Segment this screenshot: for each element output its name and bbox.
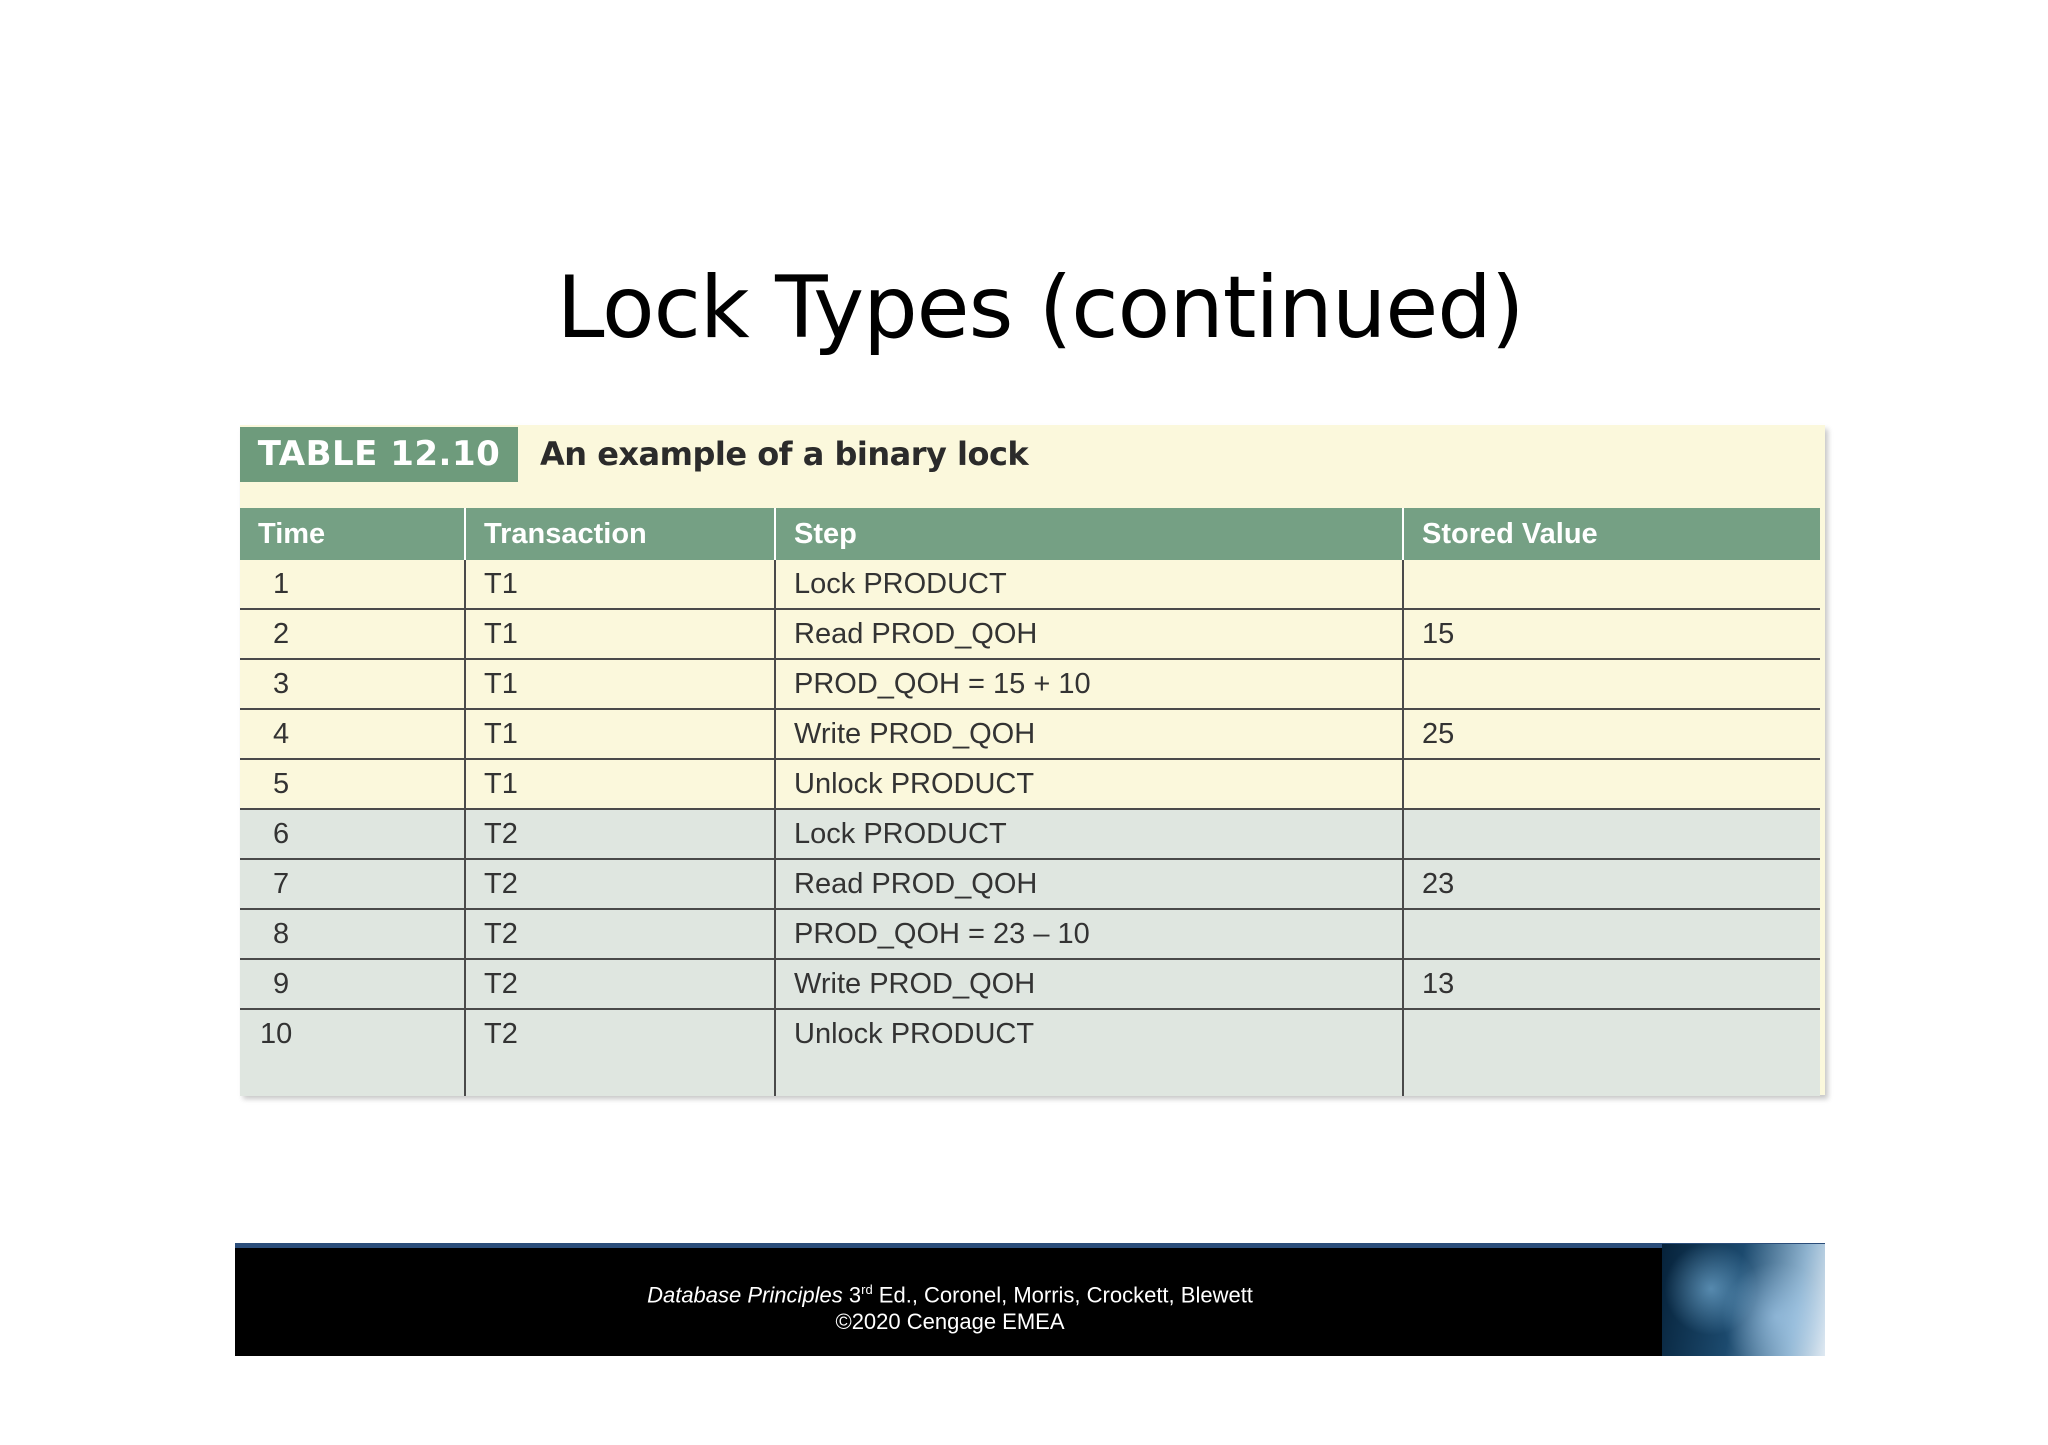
stored-value-cell: [1403, 560, 1820, 609]
table-row: [240, 709, 1820, 759]
footer-bar: [235, 1243, 1825, 1356]
footer-authors: Ed., Coronel, Morris, Crockett, Blewett: [872, 1282, 1253, 1308]
stored-value-cell: 13: [1403, 959, 1820, 1009]
footer-citation: [235, 1276, 1665, 1335]
step-cell: Lock PRODUCT: [775, 809, 1403, 859]
table-header-row: [240, 508, 1820, 560]
step-cell: Read PROD_QOH: [775, 609, 1403, 659]
table-caption: An example of a binary lock: [540, 435, 1029, 473]
time-cell: 8: [240, 909, 465, 959]
footer-copyright: ©2020 Cengage EMEA: [835, 1309, 1065, 1335]
time-cell: 5: [240, 759, 465, 809]
header-stored-value: Stored Value: [1403, 508, 1820, 560]
stored-value-cell: [1403, 1009, 1820, 1096]
table-row: [240, 659, 1820, 709]
time-cell: 7: [240, 859, 465, 909]
header-transaction: Transaction: [465, 508, 775, 560]
time-cell: 3: [240, 659, 465, 709]
transaction-cell: T1: [465, 659, 775, 709]
footer-book-line: [235, 1276, 1665, 1308]
step-cell: Write PROD_QOH: [775, 709, 1403, 759]
transaction-cell: T2: [465, 809, 775, 859]
time-cell: 1: [240, 560, 465, 609]
table-row: [240, 1009, 1820, 1096]
time-cell: 4: [240, 709, 465, 759]
slide-title: Lock Types (continued): [556, 258, 1524, 358]
time-cell: 9: [240, 959, 465, 1009]
transaction-cell: T1: [465, 609, 775, 659]
stored-value-cell: 23: [1403, 859, 1820, 909]
table-row: [240, 909, 1820, 959]
transaction-cell: T1: [465, 709, 775, 759]
table-row: [240, 560, 1820, 609]
table-row: [240, 959, 1820, 1009]
transaction-cell: T1: [465, 560, 775, 609]
footer-book-title: Database Principles: [647, 1282, 843, 1308]
header-time: Time: [240, 508, 465, 560]
stored-value-cell: [1403, 759, 1820, 809]
step-cell: PROD_QOH = 15 + 10: [775, 659, 1403, 709]
stored-value-cell: 15: [1403, 609, 1820, 659]
footer-edition-number: 3: [848, 1282, 862, 1308]
transaction-cell: T2: [465, 959, 775, 1009]
step-cell: PROD_QOH = 23 – 10: [775, 909, 1403, 959]
footer-decorative-image: [1662, 1244, 1825, 1356]
table-row: [240, 809, 1820, 859]
time-cell: 10: [240, 1009, 465, 1096]
stored-value-cell: [1403, 659, 1820, 709]
stored-value-cell: [1403, 809, 1820, 859]
table-label: TABLE 12.10: [240, 427, 518, 482]
table-figure: [240, 425, 1825, 1095]
footer-edition-suffix: rd: [861, 1282, 873, 1297]
stored-value-cell: 25: [1403, 709, 1820, 759]
table-row: [240, 609, 1820, 659]
step-cell: Write PROD_QOH: [775, 959, 1403, 1009]
table-row: [240, 759, 1820, 809]
step-cell: Read PROD_QOH: [775, 859, 1403, 909]
transaction-cell: T2: [465, 909, 775, 959]
time-cell: 2: [240, 609, 465, 659]
stored-value-cell: [1403, 909, 1820, 959]
transaction-cell: T2: [465, 1009, 775, 1096]
header-step: Step: [775, 508, 1403, 560]
step-cell: Unlock PRODUCT: [775, 1009, 1403, 1096]
binary-lock-table: [240, 508, 1820, 1096]
time-cell: 6: [240, 809, 465, 859]
transaction-cell: T1: [465, 759, 775, 809]
transaction-cell: T2: [465, 859, 775, 909]
step-cell: Lock PRODUCT: [775, 560, 1403, 609]
step-cell: Unlock PRODUCT: [775, 759, 1403, 809]
table-row: [240, 859, 1820, 909]
